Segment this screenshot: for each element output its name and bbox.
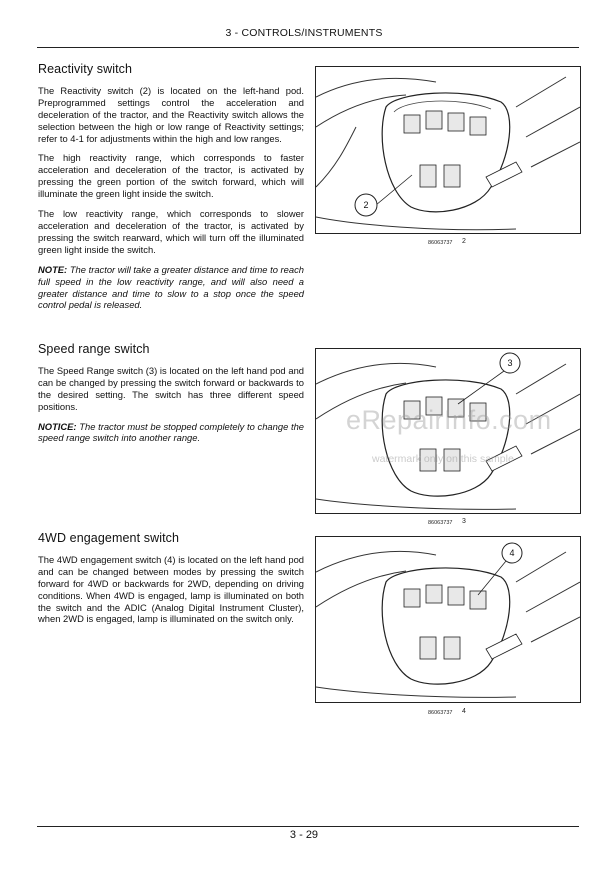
callout-label: 4 — [509, 548, 515, 558]
figure-code: 86063737 — [428, 240, 453, 246]
section-speed-range — [38, 344, 304, 452]
figure-number: 4 — [462, 708, 466, 715]
figure-4 — [315, 536, 581, 703]
section-4wd — [38, 533, 304, 633]
paragraph: The Speed Range switch (3) is located on the left hand pod and can be changed by pressing the switch forward or backwards to the desired setting. The switch has three different speed positions. — [38, 364, 304, 412]
footer-rule — [37, 826, 579, 827]
pod-illustration — [316, 67, 580, 233]
paragraph: The 4WD engagement switch (4) is located on the left hand pod and can be changed between modes by pressing the switch forward for 4WD or backwards for 2WD, depending on driving conditions. When 4WD is engaged, lamp is illuminated on both the switch and the ADIC (Analog Digital Instrument Cluster), when 2WD is engaged, lamp is illuminated on the switch only. — [38, 553, 304, 625]
section-reactivity — [38, 64, 304, 319]
header-rule — [37, 47, 579, 48]
paragraph: The Reactivity switch (2) is located on the left-hand pod. Preprogrammed settings control the acceleration and deceleration of the tractor, and the Reactivity switch allows the selection between the high or low range of Reactivity settings; refer to 4-1 for adjustments within the high and low ranges. — [38, 84, 304, 144]
figure-code: 86063737 — [428, 520, 453, 526]
paragraph: The low reactivity range, which corresponds to slower acceleration and deceleration of the tractor, is activated by pressing the switch rearward, which will turn off the illuminated green light inside the switch. — [38, 208, 304, 255]
figure-number: 2 — [462, 238, 466, 245]
figure-code: 86063737 — [428, 710, 453, 716]
note-text: The tractor must be stopped completely to change the speed range switch into another range. — [38, 420, 305, 444]
note-label: NOTE: — [38, 263, 68, 275]
pod-illustration — [316, 537, 580, 702]
note — [38, 264, 304, 312]
callout-label: 2 — [363, 200, 369, 210]
figure-2 — [315, 66, 581, 234]
callout-label: 3 — [507, 358, 513, 368]
section-heading: 4WD engagement switch — [38, 531, 180, 545]
page-number: 3 - 29 — [289, 829, 319, 841]
page-header: 3 - CONTROLS/INSTRUMENTS — [225, 27, 383, 39]
paragraph: The high reactivity range, which corresponds to faster acceleration and deceleration of the tractor, is activated by pressing the green portion of the switch forward, which will illuminate the green light inside the switch. — [38, 152, 304, 200]
note-label: NOTICE: — [38, 420, 77, 432]
watermark-sample: watermark only on this sample — [372, 453, 514, 465]
watermark-brand: eRepairInfo.com — [346, 405, 552, 435]
note — [38, 421, 304, 445]
note-text: The tractor will take a greater distance and time to reach full speed in the low reactivity range, and will also need a greater distance and time to slow to a stop once the speed control pedal is released. — [38, 263, 305, 311]
figure-number: 3 — [462, 518, 466, 525]
section-heading: Reactivity switch — [38, 62, 133, 76]
section-heading: Speed range switch — [38, 342, 150, 356]
